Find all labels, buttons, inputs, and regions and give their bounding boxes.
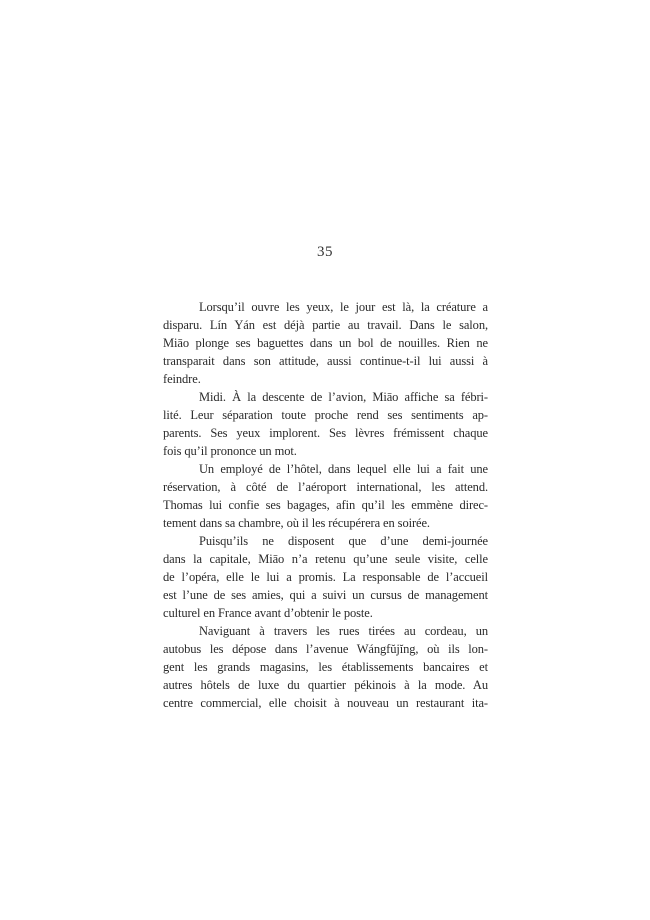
paragraph — [163, 532, 488, 622]
text-line: autres hôtels de luxe du quartier pékinois à la mode. Au — [163, 678, 488, 692]
text-line: tement dans sa chambre, où il les récupérera en soirée. — [163, 516, 430, 530]
paragraph — [163, 298, 488, 388]
text-line: Lorsqu’il ouvre les yeux, le jour est là, la créature a — [199, 300, 488, 314]
text-line: réservation, à côté de l’aéroport international, les attend. — [163, 480, 488, 494]
text-line: dans la capitale, Miāo n’a retenu qu’une seule visite, celle — [163, 552, 488, 566]
text-line: Miāo plonge ses baguettes dans un bol de nouilles. Rien ne — [163, 336, 488, 350]
text-line: Midi. À la descente de l’avion, Miāo affiche sa fébri- — [199, 390, 488, 404]
text-line: autobus les dépose dans l’avenue Wángfŭjĭng, où ils lon- — [163, 642, 488, 656]
text-line: Un employé de l’hôtel, dans lequel elle lui a fait une — [199, 462, 488, 476]
text-line: Puisqu’ils ne disposent que d’une demi-journée — [199, 534, 488, 548]
text-line: de l’opéra, elle le lui a promis. La responsable de l’accueil — [163, 570, 488, 584]
text-line: parents. Ses yeux implorent. Ses lèvres frémissent chaque — [163, 426, 488, 440]
text-line: Naviguant à travers les rues tirées au cordeau, un — [199, 624, 488, 638]
text-line: fois qu’il prononce un mot. — [163, 444, 297, 458]
paragraph — [163, 388, 488, 460]
paragraph — [163, 622, 488, 712]
text-line: gent les grands magasins, les établissements bancaires et — [163, 660, 488, 674]
paragraph — [163, 460, 488, 532]
text-line: centre commercial, elle choisit à nouveau un restaurant ita- — [163, 696, 488, 710]
text-line: transparait dans son attitude, aussi continue-t-il lui aussi à — [163, 354, 488, 368]
text-line: feindre. — [163, 372, 201, 386]
text-line: disparu. Lín Yán est déjà partie au travail. Dans le salon, — [163, 318, 488, 332]
text-line: Thomas lui confie ses bagages, afin qu’il les emmène direc- — [163, 498, 488, 512]
page-text — [163, 298, 488, 712]
text-line: est l’une de ses amies, qui a suivi un cursus de management — [163, 588, 488, 602]
text-line: lité. Leur séparation toute proche rend ses sentiments ap- — [163, 408, 488, 422]
text-line: culturel en France avant d’obtenir le poste. — [163, 606, 373, 620]
page-number: 35 — [317, 244, 333, 260]
